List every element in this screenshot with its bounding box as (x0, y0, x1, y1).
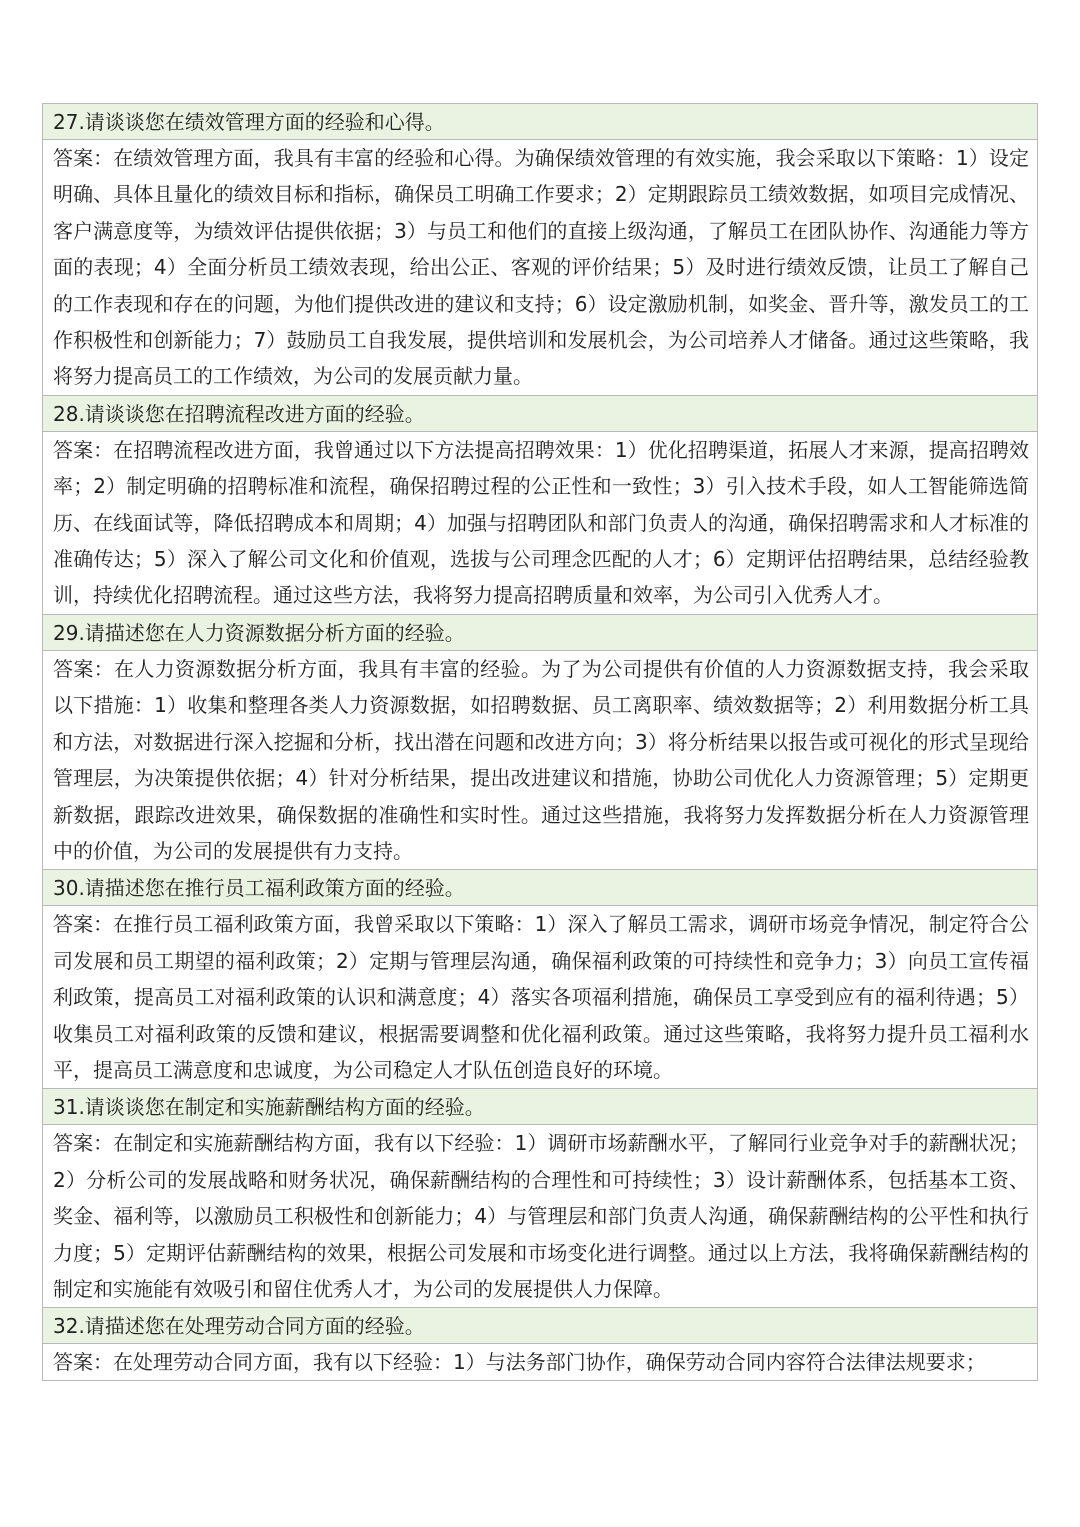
question-row: 28.请谈谈您在招聘流程改进方面的经验。 (43, 396, 1037, 432)
answer-row: 答案：在推行员工福利政策方面，我曾采取以下策略：1）深入了解员工需求，调研市场竞争情况，制定符合公司发展和员工期望的福利政策；2）定期与管理层沟通，确保福利政策的可持续性和竞争力；3）向员工宣传福利政策，提高员工对福利政策的认识和满意度；4）落实各项福利措施，确保员工享受到应有的福利待遇；5）收集员工对福利政策的反馈和建议，根据需要调整和优化福利政策。通过这些策略，我将努力提升员工福利水平，提高员工满意度和忠诚度，为公司稳定人才队伍创造良好的环境。 (43, 906, 1037, 1089)
answer-row: 答案：在制定和实施薪酬结构方面，我有以下经验：1）调研市场薪酬水平，了解同行业竞争对手的薪酬状况；2）分析公司的发展战略和财务状况，确保薪酬结构的合理性和可持续性；3）设计薪酬体系，包括基本工资、奖金、福利等，以激励员工积极性和创新能力；4）与管理层和部门负责人沟通，确保薪酬结构的公平性和执行力度；5）定期评估薪酬结构的效果，根据公司发展和市场变化进行调整。通过以上方法，我将确保薪酬结构的制定和实施能有效吸引和留住优秀人才，为公司的发展提供人力保障。 (43, 1125, 1037, 1308)
answer-row: 答案：在招聘流程改进方面，我曾通过以下方法提高招聘效果：1）优化招聘渠道，拓展人才来源，提高招聘效率；2）制定明确的招聘标准和流程，确保招聘过程的公正性和一致性；3）引入技术手段，如人工智能筛选简历、在线面试等，降低招聘成本和周期；4）加强与招聘团队和部门负责人的沟通，确保招聘需求和人才标准的准确传达；5）深入了解公司文化和价值观，选拔与公司理念匹配的人才；6）定期评估招聘结果，总结经验教训，持续优化招聘流程。通过这些方法，我将努力提高招聘质量和效率，为公司引入优秀人才。 (43, 432, 1037, 615)
qa-table (42, 103, 1038, 1381)
question-row: 29.请描述您在人力资源数据分析方面的经验。 (43, 615, 1037, 651)
question-row: 30.请描述您在推行员工福利政策方面的经验。 (43, 870, 1037, 906)
answer-row: 答案：在处理劳动合同方面，我有以下经验：1）与法务部门协作，确保劳动合同内容符合法律法规要求； (43, 1344, 1037, 1380)
question-row: 32.请描述您在处理劳动合同方面的经验。 (43, 1308, 1037, 1344)
answer-row: 答案：在绩效管理方面，我具有丰富的经验和心得。为确保绩效管理的有效实施，我会采取以下策略：1）设定明确、具体且量化的绩效目标和指标，确保员工明确工作要求；2）定期跟踪员工绩效数据，如项目完成情况、客户满意度等，为绩效评估提供依据；3）与员工和他们的直接上级沟通，了解员工在团队协作、沟通能力等方面的表现；4）全面分析员工绩效表现，给出公正、客观的评价结果；5）及时进行绩效反馈，让员工了解自己的工作表现和存在的问题，为他们提供改进的建议和支持；6）设定激励机制，如奖金、晋升等，激发员工的工作积极性和创新能力；7）鼓励员工自我发展，提供培训和发展机会，为公司培养人才储备。通过这些策略，我将努力提高员工的工作绩效，为公司的发展贡献力量。 (43, 140, 1037, 396)
question-row: 27.请谈谈您在绩效管理方面的经验和心得。 (43, 104, 1037, 140)
question-row: 31.请谈谈您在制定和实施薪酬结构方面的经验。 (43, 1089, 1037, 1125)
answer-row: 答案：在人力资源数据分析方面，我具有丰富的经验。为了为公司提供有价值的人力资源数据支持，我会采取以下措施：1）收集和整理各类人力资源数据，如招聘数据、员工离职率、绩效数据等；2）利用数据分析工具和方法，对数据进行深入挖掘和分析，找出潜在问题和改进方向；3）将分析结果以报告或可视化的形式呈现给管理层，为决策提供依据；4）针对分析结果，提出改进建议和措施，协助公司优化人力资源管理；5）定期更新数据，跟踪改进效果，确保数据的准确性和实时性。通过这些措施，我将努力发挥数据分析在人力资源管理中的价值，为公司的发展提供有力支持。 (43, 651, 1037, 870)
